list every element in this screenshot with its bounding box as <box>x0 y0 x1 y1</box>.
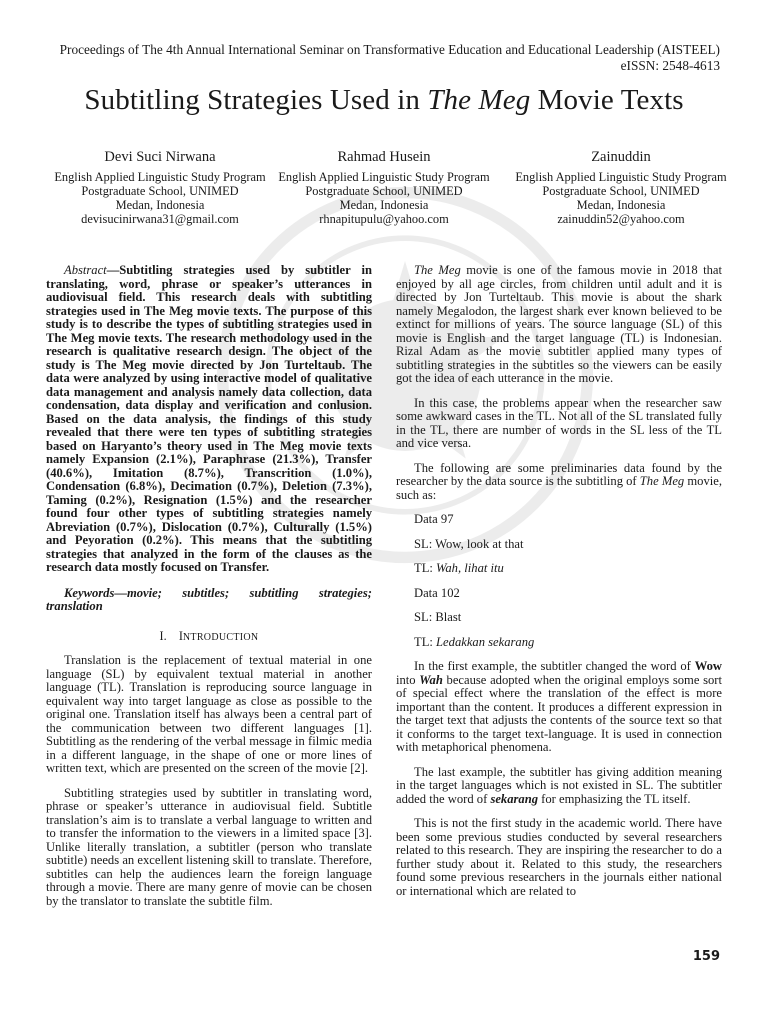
example-line: SL: Blast <box>414 610 462 624</box>
paper-title: Subtitling Strategies Used in The Meg Movie Texts <box>84 84 684 116</box>
author-block-1 <box>52 150 268 226</box>
author-city: Medan, Indonesia <box>339 198 429 212</box>
example-line: Data 97 <box>414 512 454 526</box>
abstract: Abstract—Subtitling strategies used by subtitler in translating, word, phrase or speaker’s utterances in audiovisual field. This research deals with subtitling strategies used in The Meg movie texts. The purpose of this study is to describe the types of subtitling strategies used in The Meg movie texts. The research methodology used in the research is qualitative research design. The object of the study is The Meg movie directed by Jon Turteltaub. The data were analyzed by using interactive model of qualitative data management and analysis namely data collection, data condensation, data display and verification and conlusion. Based on the data analysis, the findings of this study revealed that there were ten types of subtitling strategies based on Haryanto’s theory used in The Meg movie texts namely Expansion (2.1%), Paraphrase (21.3%), Transfer (40.6%), Imitation (8.7%), Transcrition (1.0%), Condensation (6.8%), Decimation (0.7%), Deletion (7.3%), Taming (0.2%), Resignation (1.5%) and the researcher found four other types of subtitling strategies namely Abreviation (0.7%), Dislocation (0.7%), Culturally (1.5%) and Peyoration (0.2%). This means that the subtitling strategies that analyzed in the form of the clauses as the research data mostly focused on Transfer. <box>46 263 372 574</box>
author-name: Rahmad Husein <box>337 149 431 165</box>
author-block-3 <box>513 150 729 226</box>
author-name: Devi Suci Nirwana <box>104 149 216 165</box>
section-heading-introduction: I. INTRODUCTION <box>159 628 259 643</box>
proceedings-header: Proceedings of The 4th Annual International Seminar on Transformative Education and Educational Leadership (AISTEEL) <box>59 42 720 57</box>
author-email: devisucinirwana31@gmail.com <box>81 212 239 226</box>
author-dept: English Applied Linguistic Study Program <box>54 170 266 184</box>
author-email: rhnapitupulu@yahoo.com <box>319 212 449 226</box>
example-line: Data 102 <box>414 585 460 600</box>
example-line: SL: Wow, look at that <box>414 536 524 551</box>
keywords: Keywords—movie; subtitles; subtitling strategies; translation <box>46 585 372 613</box>
right-column <box>396 264 722 909</box>
author-block-2 <box>276 150 492 226</box>
example-line: TL: Ledakkan sekarang <box>414 634 535 649</box>
left-column <box>46 264 372 919</box>
eissn-header: eISSN: 2548-4613 <box>620 58 720 73</box>
example-line: TL: Wah, lihat itu <box>414 561 504 575</box>
body-paragraph: In the first example, the subtitler changed the word of Wow into Wah because adopted when the original employs some sort of special effect where the translation of the effect is more important than the content. It produces a different expression in the target text that adjusts the contents of the source text so that it conforms to the target text-language. It is used in connection with metaphorical phenomena. <box>396 659 722 754</box>
author-name: Zainuddin <box>591 149 651 165</box>
intro-paragraph: Subtitling strategies used by subtitler in translating word, phrase or speaker’s utterance in audiovisual field. Subtitle translation’s aim is to translate a verbal language to written and to transfer the information to the viewers in a limited space [3]. Unlike literally translation, a subtitler (person who translate subtitle) needs an excellent listening skill to translate. Therefore, subtitles can help the audiences learn the foreign language through a movie. There are many genre of movie can be chosen by the translator to translate the subtitle film. <box>46 785 372 908</box>
abstract-label: Abstract <box>64 263 107 277</box>
body-paragraph: The Meg movie is one of the famous movie in 2018 that enjoyed by all age circles, from children until adult and it is directed by Jon Turteltaub. This movie is about the shark namely Megalodon, the largest shark ever known believed to be extinct for millions of years. The source language (SL) of this movie is English and the target language (TL) is Indonesian. Rizal Adam as the movie subtitler applied many types of subtitling strategies in the subtitles so the viewers can be easily got the idea of each utterance in the movie. <box>396 263 723 385</box>
author-email: zainuddin52@yahoo.com <box>557 212 685 226</box>
author-school: Postgraduate School, UNIMED <box>542 184 700 198</box>
author-dept: English Applied Linguistic Study Program <box>278 170 490 184</box>
author-city: Medan, Indonesia <box>576 198 666 212</box>
author-school: Postgraduate School, UNIMED <box>81 184 239 198</box>
body-paragraph: The following are some preliminaries data found by the researcher by the data source is the subtitling of The Meg movie, such as: <box>396 460 722 502</box>
body-paragraph: This is not the first study in the academic world. There have been some previous studies conducted by several researchers related to this research. They are inspiring the researcher to do a further study about it. Related to this study, the researchers found some previous researchers in the journals either national or international which are related to <box>396 816 722 898</box>
author-school: Postgraduate School, UNIMED <box>305 184 463 198</box>
author-city: Medan, Indonesia <box>115 198 205 212</box>
intro-paragraph: Translation is the replacement of textual material in one language (SL) by equivalent textual material in another language (TL). Translation is reproducing source language in equivalent way into target language as close as possible to the original one. Translation itself has always been a central part of the communication between two different languages [1]. Subtitling as the rendering of the verbal message in filmic media in a different language, in the shape of one or more lines of written text, which are presented on the screen of the movie [2]. <box>46 653 372 775</box>
body-paragraph: In this case, the problems appear when the researcher saw some awkward cases in the TL. Not all of the SL translated fully in the TL, there are number of words in the SL less of the TL and vice versa. <box>396 395 722 450</box>
body-paragraph: The last example, the subtitler has giving addition meaning in the target languages which is not existed in SL. The subtitler added the word of sekarang for emphasizing the TL itself. <box>396 764 722 806</box>
page-number: 159 <box>692 949 720 964</box>
author-dept: English Applied Linguistic Study Program <box>515 170 727 184</box>
